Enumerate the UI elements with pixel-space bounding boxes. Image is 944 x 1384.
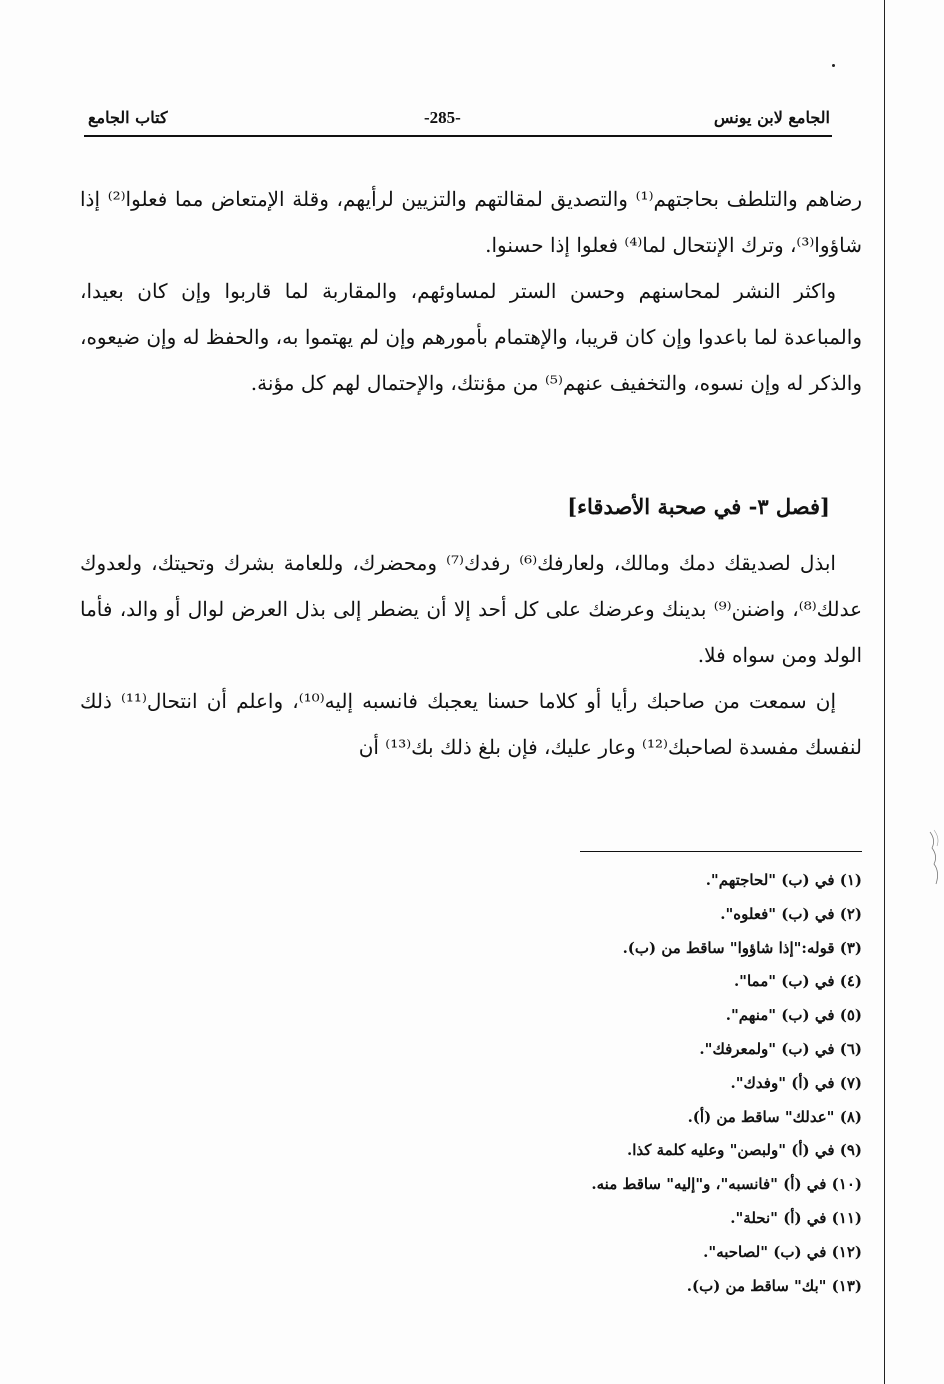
footnote-9: (٩) في (أ) "ولبصن" وعليه كلمة كذا.: [627, 1141, 862, 1160]
paragraph-3: [80, 540, 862, 678]
paragraph-3-text: ابذل لصديقك دمك ومالك، ولعارفك⁽⁶⁾ رفدك⁽⁷⁾ ومحضرك، وللعامة بشرك وتحيتك، ولعدوك عدلك⁽⁸⁾، واضنن⁽⁹⁾ بدينك وعرضك على كل أحد إلا أن يضطر إلى بذل العرض لوال أو والد، فأما الولد ومن سواه فلا.: [80, 551, 863, 667]
footnote-3: (٣) قوله:"إذا شاؤوا" ساقط من (ب).: [622, 938, 862, 957]
footnote-4: (٤) في (ب) "مما".: [733, 972, 862, 991]
header-book-author: الجامع لابن يونس: [713, 108, 830, 127]
paragraph-1: [80, 176, 862, 268]
header-rule: [84, 135, 832, 137]
paragraph-1-text: رضاهم والتلطف بحاجتهم⁽¹⁾ والتصديق لمقالتهم والتزيين لرأيهم، وقلة الإمتعاض مما فعلوا⁽²⁾ إذا شاؤوا⁽³⁾، وترك الإنتحال لما⁽⁴⁾ فعلوا إذا حسنوا.: [80, 187, 862, 257]
footnote-13: (١٣) "بك" ساقط من (ب).: [686, 1276, 862, 1295]
footnotes-list: [302, 864, 862, 1303]
footnote-10: (١٠) في (أ) "فانسبه"، و"إليه" ساقط منه.: [591, 1175, 862, 1194]
footnote-11: (١١) في (أ) "نحلة".: [730, 1208, 862, 1227]
paragraph-2-text: واكثر النشر لمحاسنهم وحسن الستر لمساوئهم، والمقاربة لما قاربوا وإن كان بعيدا، والمباعدة لما باعدوا وإن كان قريبا، والإهتمام بأمورهم وإن لم يهتموا به، والحفظ له وإن ضيعوه، والذكر له وإن نسوه، والتخفيف عنهم⁽⁵⁾ من مؤنتك، والإحتمال لهم كل مؤنة.: [80, 279, 862, 395]
paragraph-4-text: إن سمعت من صاحبك رأيا أو كلاما حسنا يعجبك فانسبه إليه⁽¹⁰⁾، واعلم أن انتحال⁽¹¹⁾ ذلك لنفسك مفسدة لصاحبك⁽¹²⁾ وعار عليك، فإن بلغ ذلك بك⁽¹³⁾ أن: [80, 689, 862, 759]
page-edge-line: [884, 0, 885, 1384]
footnote-1: (١) في (ب) "لحاجتهم".: [705, 871, 862, 889]
footnote-2: (٢) في (ب) "فعلوه".: [720, 904, 862, 923]
scan-speck: [832, 64, 835, 67]
footnote-5: (٥) في (ب) "منهم".: [725, 1006, 862, 1025]
section-heading: [فصل ٣- في صحبة الأصدقاء]: [567, 494, 830, 519]
footnote-7: (٧) في (أ) "وفدك".: [730, 1073, 862, 1092]
header-book-title: كتاب الجامع: [88, 108, 168, 127]
paragraph-4: [80, 678, 862, 770]
margin-scribble: [928, 828, 942, 888]
footnote-8: (٨) "عدلك" ساقط من (أ).: [687, 1107, 862, 1126]
paragraph-2: [80, 268, 862, 406]
running-header: [88, 108, 830, 136]
page-number: -285-: [424, 108, 461, 127]
footnote-rule: [580, 851, 862, 852]
footnote-12: (١٢) في (ب) "لصاحبه".: [703, 1242, 862, 1261]
footnote-6: (٦) في (ب) "ولمعرفك".: [699, 1039, 862, 1058]
